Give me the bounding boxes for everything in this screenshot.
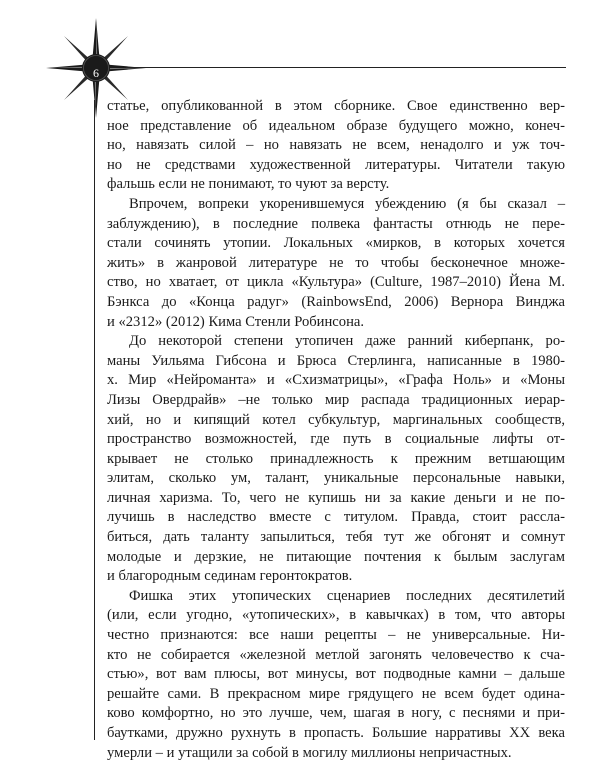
left-rule <box>94 100 95 740</box>
text-line: но не средствами художественной литературы. Читатели такую <box>107 156 565 173</box>
paragraph <box>107 195 565 332</box>
text-line: ное представление об идеальном образе будущего можно, конеч- <box>107 117 565 134</box>
text-line: Бэнкса до «Конца радуг» (RainbowsEnd, 2006) Вернора Винджа <box>107 293 565 310</box>
text-line: и «2312» (2012) Кима Стенли Робинсона. <box>107 313 365 330</box>
paragraph <box>107 332 565 587</box>
text-line: статье, опубликованной в этом сборнике. Свое единственно вер- <box>107 98 565 114</box>
text-line: но, навязать силой – но навязать не всем, ненадолго и уж точ- <box>107 137 565 154</box>
text-line: баутками, дружно рухнуть в пропасть. Большие нарративы XX века <box>107 725 565 741</box>
text-line: решайте сами. В прекрасном мире грядущего не всем будет одина- <box>107 685 565 702</box>
paragraph <box>107 97 565 195</box>
text-line: маны Уильяма Гибсона и Брюса Стерлинга, написанные в 1980- <box>107 352 565 369</box>
text-line: и благородным сединам геронтократов. <box>107 568 353 585</box>
text-line: пространство возможностей, где путь в социальные лифты от- <box>107 431 565 448</box>
text-line: молодые и дерзкие, не питающие почтения к былым заслугам <box>107 548 565 565</box>
text-line: стью», вот вам плюсы, вот минусы, вот подводные камни – дальше <box>107 666 565 683</box>
text-line: (или, если угодно, «утопических», в кавычках) в том, что авторы <box>107 607 565 624</box>
page-number: 6 <box>93 66 99 80</box>
text-line: биться, дать таланту запылиться, тебя тут же обгонят и сомнут <box>107 529 565 546</box>
text-line: лучишь в наследство вместе с титулом. Правда, стоит рассла- <box>107 509 565 526</box>
text-line: умерли – и утащили за собой в могилу миллионы непричастных. <box>107 744 512 761</box>
text-line: стали сочинять утопии. Локальных «мирков, в которых хочется <box>107 235 565 252</box>
text-line: заблуждению), в последние полвека фантасты отнюдь не пере- <box>107 215 565 232</box>
text-line: кто не собирается «железной метлой загонять человечество к сча- <box>107 646 565 663</box>
text-line: хий, но и кипящий котел субкультур, маргинальных сообществ, <box>107 411 565 428</box>
text-line: Фишка этих утопических сценариев последних десятилетий <box>129 587 565 604</box>
paragraph <box>107 587 565 763</box>
text-line: личная харизма. То, чего не купишь ни за какие деньги и не по- <box>107 489 565 506</box>
text-line: Впрочем, вопреки укоренившемуся убеждению (я бы сказал – <box>129 195 565 212</box>
text-line: элитам, сколько ум, талант, уникальные персональные навыки, <box>107 470 565 487</box>
text-line: ство, но хватает, от цикла «Культура» (Culture, 1987–2010) Йена М. <box>107 274 565 291</box>
body-text <box>107 97 565 763</box>
text-line: честно признаются: все наши рецепты – не универсальные. Ни- <box>107 627 565 644</box>
text-line: жить» в жанровой литературе не то чтобы бесконечное множе- <box>107 254 565 271</box>
top-rule <box>126 67 566 68</box>
text-line: х. Мир «Нейроманта» и «Схизматрицы», «Графа Ноль» и «Моны <box>107 372 565 389</box>
text-line: крывает не столько принадлежность к прежним ветшающим <box>107 450 565 467</box>
text-line: ково комфортно, но это лучше, чем, шагая в ногу, с песнями и при- <box>107 705 565 722</box>
text-line: фальшь если не понимают, то чуют за версту. <box>107 176 390 193</box>
text-line: Лизы Овердрайв» –не только мир распада традиционных иерар- <box>107 391 565 408</box>
text-line: До некоторой степени утопичен даже ранний киберпанк, ро- <box>129 333 565 350</box>
